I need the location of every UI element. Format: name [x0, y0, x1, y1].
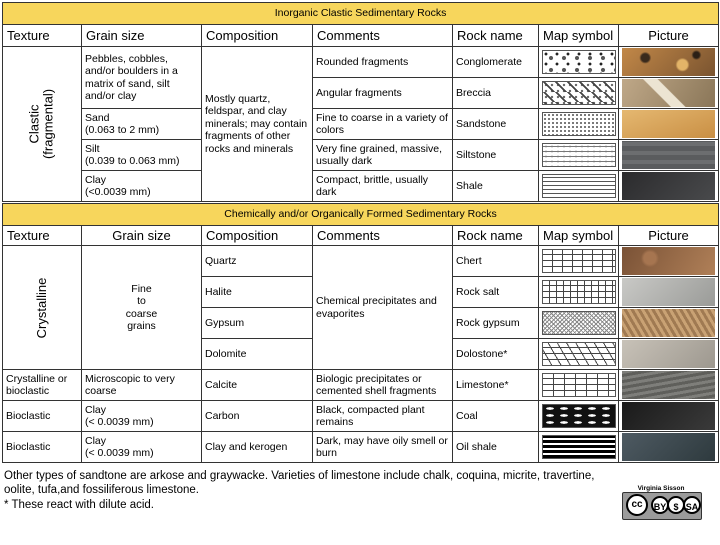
picture-cell [619, 140, 719, 171]
picture-cell [619, 277, 719, 308]
credit-author: Virginia Sisson [637, 485, 685, 492]
creative-commons-badge [622, 492, 702, 520]
shale-picture [622, 172, 715, 200]
grain-silt: Silt (0.039 to 0.063 mm) [82, 140, 202, 171]
map-symbol-cell [539, 140, 619, 171]
picture-cell [619, 432, 719, 463]
cc-icon: cc [626, 494, 648, 516]
limestone-symbol [542, 373, 616, 397]
rock-gypsum-symbol [542, 311, 616, 335]
texture-cell: Crystalline or bioclastic [3, 370, 82, 401]
dolostone-picture [622, 340, 715, 368]
rock-gypsum-picture [622, 309, 715, 337]
header-texture: Texture [3, 25, 82, 47]
header-comments: Comments [313, 25, 453, 47]
chemical-table [2, 203, 719, 463]
picture-cell [619, 171, 719, 202]
map-symbol-cell [539, 277, 619, 308]
comment-cell: Black, compacted plant remains [313, 401, 453, 432]
composition-cell: Halite [202, 277, 313, 308]
header-composition: Composition [202, 25, 313, 47]
picture-cell [619, 339, 719, 370]
crystalline-comment: Chemical precipitates and evaporites [313, 246, 453, 370]
chemical-title: Chemically and/or Organically Formed Sedimentary Rocks [3, 204, 719, 226]
sandstone-symbol [542, 112, 616, 136]
map-symbol-cell [539, 401, 619, 432]
cc-by-icon: BY [651, 496, 669, 514]
sandstone-picture [622, 110, 715, 138]
rock-name-cell: Breccia [453, 78, 539, 109]
picture-cell [619, 47, 719, 78]
texture-crystalline-label: Crystalline [33, 277, 49, 338]
composition-cell: Dolomite [202, 339, 313, 370]
texture-cell: Bioclastic [3, 432, 82, 463]
picture-cell [619, 246, 719, 277]
map-symbol-cell [539, 246, 619, 277]
picture-cell [619, 78, 719, 109]
clastic-title: Inorganic Clastic Sedimentary Rocks [3, 3, 719, 25]
header-rock-name: Rock name [453, 226, 539, 246]
header-rock-name: Rock name [453, 25, 539, 47]
rock-name-cell: Chert [453, 246, 539, 277]
chert-picture [622, 247, 715, 275]
rock-name-cell: Shale [453, 171, 539, 202]
header-texture: Texture [3, 226, 82, 246]
siltstone-symbol [542, 143, 616, 167]
composition-cell: Quartz [202, 246, 313, 277]
footer-notes [4, 469, 614, 512]
rock-name-cell: Rock gypsum [453, 308, 539, 339]
footer-note-acid: * These react with dilute acid. [4, 498, 155, 511]
composition-cell: Gypsum [202, 308, 313, 339]
texture-crystalline-cell [3, 246, 82, 370]
map-symbol-cell [539, 432, 619, 463]
map-symbol-cell [539, 47, 619, 78]
composition-cell: Carbon [202, 401, 313, 432]
rock-name-cell: Siltstone [453, 140, 539, 171]
rock-name-cell: Conglomerate [453, 47, 539, 78]
comment-cell: Compact, brittle, usually dark [313, 171, 453, 202]
clastic-table [2, 2, 719, 202]
comment-cell: Biologic precipitates or cemented shell fragments [313, 370, 453, 401]
comment-cell: Angular fragments [313, 78, 453, 109]
picture-cell [619, 401, 719, 432]
rock-salt-symbol [542, 280, 616, 304]
map-symbol-cell [539, 109, 619, 140]
header-comments: Comments [313, 226, 453, 246]
composition-cell: Calcite [202, 370, 313, 401]
map-symbol-cell [539, 171, 619, 202]
oil-shale-symbol [542, 435, 616, 459]
grain-sand: Sand (0.063 to 2 mm) [82, 109, 202, 140]
comment-cell: Very fine grained, massive, usually dark [313, 140, 453, 171]
rock-name-cell: Coal [453, 401, 539, 432]
texture-clastic-label: Clastic (fragmental) [26, 88, 56, 160]
picture-cell [619, 370, 719, 401]
rock-name-cell: Dolostone* [453, 339, 539, 370]
header-grain-size: Grain size [82, 226, 202, 246]
grain-cell: Microscopic to very coarse [82, 370, 202, 401]
coal-picture [622, 402, 715, 430]
header-map-symbol: Map symbol [539, 25, 619, 47]
conglomerate-picture [622, 48, 715, 76]
rock-name-cell: Oil shale [453, 432, 539, 463]
breccia-picture [622, 79, 715, 107]
comment-cell: Rounded fragments [313, 47, 453, 78]
picture-cell [619, 308, 719, 339]
siltstone-picture [622, 141, 715, 169]
rock-name-cell: Limestone* [453, 370, 539, 401]
coal-symbol [542, 404, 616, 428]
cc-nc-icon: $ [667, 496, 685, 514]
grain-fine-to-coarse: Fine to coarse grains [82, 246, 202, 370]
chert-symbol [542, 249, 616, 273]
map-symbol-cell [539, 339, 619, 370]
header-picture: Picture [619, 226, 719, 246]
shale-symbol [542, 174, 616, 198]
comment-cell: Fine to coarse in a variety of colors [313, 109, 453, 140]
header-map-symbol: Map symbol [539, 226, 619, 246]
grain-cell: Clay (< 0.0039 mm) [82, 432, 202, 463]
comment-cell: Dark, may have oily smell or burn [313, 432, 453, 463]
grain-clay: Clay (<0.0039 mm) [82, 171, 202, 202]
grain-cell: Clay (< 0.0039 mm) [82, 401, 202, 432]
clastic-composition: Mostly quartz, feldspar, and clay minerals; may contain fragments of other rocks and minerals [202, 47, 313, 202]
conglomerate-symbol [542, 50, 616, 74]
composition-cell: Clay and kerogen [202, 432, 313, 463]
cc-sa-icon: SA [683, 496, 701, 514]
header-grain-size: Grain size [82, 25, 202, 47]
picture-cell [619, 109, 719, 140]
rock-name-cell: Sandstone [453, 109, 539, 140]
header-picture: Picture [619, 25, 719, 47]
breccia-symbol [542, 81, 616, 105]
texture-clastic-cell [3, 47, 82, 202]
header-composition: Composition [202, 226, 313, 246]
rock-salt-picture [622, 278, 715, 306]
map-symbol-cell [539, 78, 619, 109]
dolostone-symbol [542, 342, 616, 366]
texture-cell: Bioclastic [3, 401, 82, 432]
footer-note-varieties: Other types of sandtone are arkose and graywacke. Varieties of limestone include chalk, coquina, micrite, travertine, oolite, tufa,and fossiliferous limestone. [4, 470, 595, 497]
rock-name-cell: Rock salt [453, 277, 539, 308]
map-symbol-cell [539, 308, 619, 339]
oil-shale-picture [622, 433, 715, 461]
map-symbol-cell [539, 370, 619, 401]
grain-coarse: Pebbles, cobbles, and/or boulders in a matrix of sand, silt and/or clay [82, 47, 202, 109]
limestone-picture [622, 371, 715, 399]
